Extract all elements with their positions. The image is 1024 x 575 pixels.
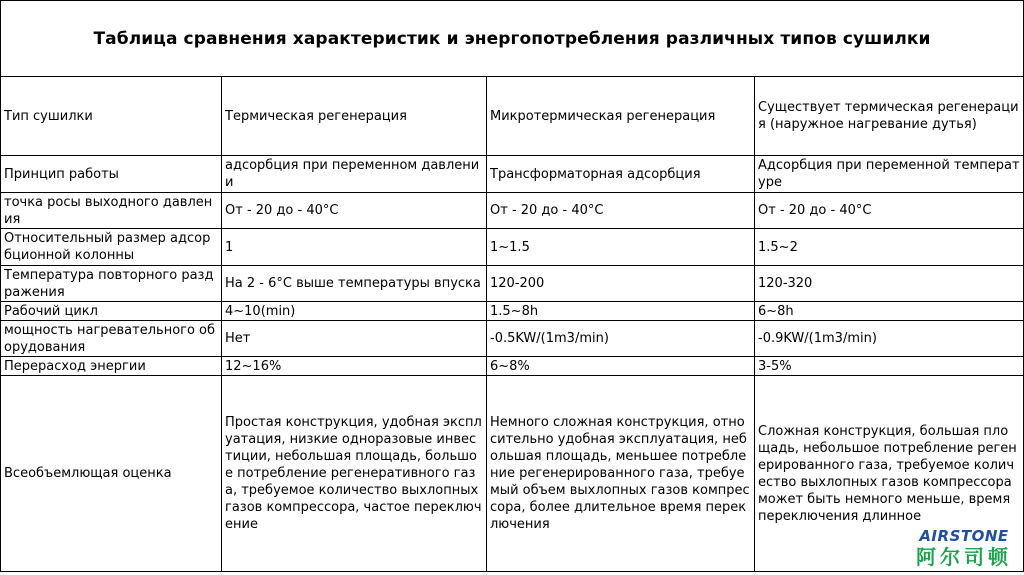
table-row (1, 266, 1024, 302)
row-label: Перерасход энергии (1, 357, 222, 376)
row-label: Температура повторного раздражения (1, 266, 222, 302)
table-cell: Трансформаторная адсорбция (487, 156, 755, 193)
table-cell: Адсорбция при переменной температуре (755, 156, 1024, 193)
table-cell: -0.5KW/(1m3/min) (487, 321, 755, 357)
table-cell: Простая конструкция, удобная эксплуатация, низкие одноразовые инвестиции, небольшая площадь, большое потребление регенеративного газа, требуемое количество выхлопных газов компрессора, частое переключение (222, 376, 487, 572)
comparison-table (0, 76, 1024, 572)
table-cell: От - 20 до - 40°C (487, 193, 755, 229)
table-cell: 4~10(min) (222, 302, 487, 321)
table-row (1, 229, 1024, 266)
row-label: точка росы выходного давления (1, 193, 222, 229)
table-cell: адсорбция при переменном давлении (222, 156, 487, 193)
table-cell: Нет (222, 321, 487, 357)
row-label: Принцип работы (1, 156, 222, 193)
table-row (1, 77, 1024, 156)
row-label: Всеобъемлющая оценка (1, 376, 222, 572)
table-cell: 120-320 (755, 266, 1024, 302)
row-label: Тип сушилки (1, 77, 222, 156)
table-cell: 120-200 (487, 266, 755, 302)
title-box (0, 0, 1024, 77)
table-cell: 1 (222, 229, 487, 266)
table-cell: 3-5% (755, 357, 1024, 376)
table-cell: 1.5~2 (755, 229, 1024, 266)
table-cell: Немного сложная конструкция, относительно удобная эксплуатация, небольшая площадь, меньшее потребление регенерированного газа, требуемый объем выхлопных газов компрессора, более длительное время переключения (487, 376, 755, 572)
table-cell: 1.5~8h (487, 302, 755, 321)
table-cell: От - 20 до - 40°C (755, 193, 1024, 229)
table-row (1, 376, 1024, 572)
table-cell: 1~1.5 (487, 229, 755, 266)
table-cell: На 2 - 6°C выше температуры впуска (222, 266, 487, 302)
table-row (1, 193, 1024, 229)
row-label: мощность нагревательного оборудования (1, 321, 222, 357)
table-cell: Сложная конструкция, большая площадь, небольшое потребление регенерированного газа, требуемое количество выхлопных газов компрессора может быть немного меньше, время переключения длинное (755, 376, 1024, 572)
table-cell: -0.9KW/(1m3/min) (755, 321, 1024, 357)
table-cell: Термическая регенерация (222, 77, 487, 156)
row-label: Рабочий цикл (1, 302, 222, 321)
logo-text-cn: 阿尔司顿 (916, 545, 1012, 569)
airstone-logo (916, 527, 1012, 569)
logo-text-en: AIRSTONE (919, 527, 1009, 545)
table-cell: 6~8h (755, 302, 1024, 321)
table-cell: 6~8% (487, 357, 755, 376)
table-cell: От - 20 до - 40°C (222, 193, 487, 229)
table-cell: Микротермическая регенерация (487, 77, 755, 156)
table-row (1, 302, 1024, 321)
table-row (1, 321, 1024, 357)
table-row (1, 357, 1024, 376)
page-title: Таблица сравнения характеристик и энергопотребления различных типов сушилки (93, 29, 931, 49)
row-label: Относительный размер адсорбционной колонны (1, 229, 222, 266)
table-cell: Существует термическая регенерация (наружное нагревание дутья) (755, 77, 1024, 156)
table-row (1, 156, 1024, 193)
table-cell: 12~16% (222, 357, 487, 376)
